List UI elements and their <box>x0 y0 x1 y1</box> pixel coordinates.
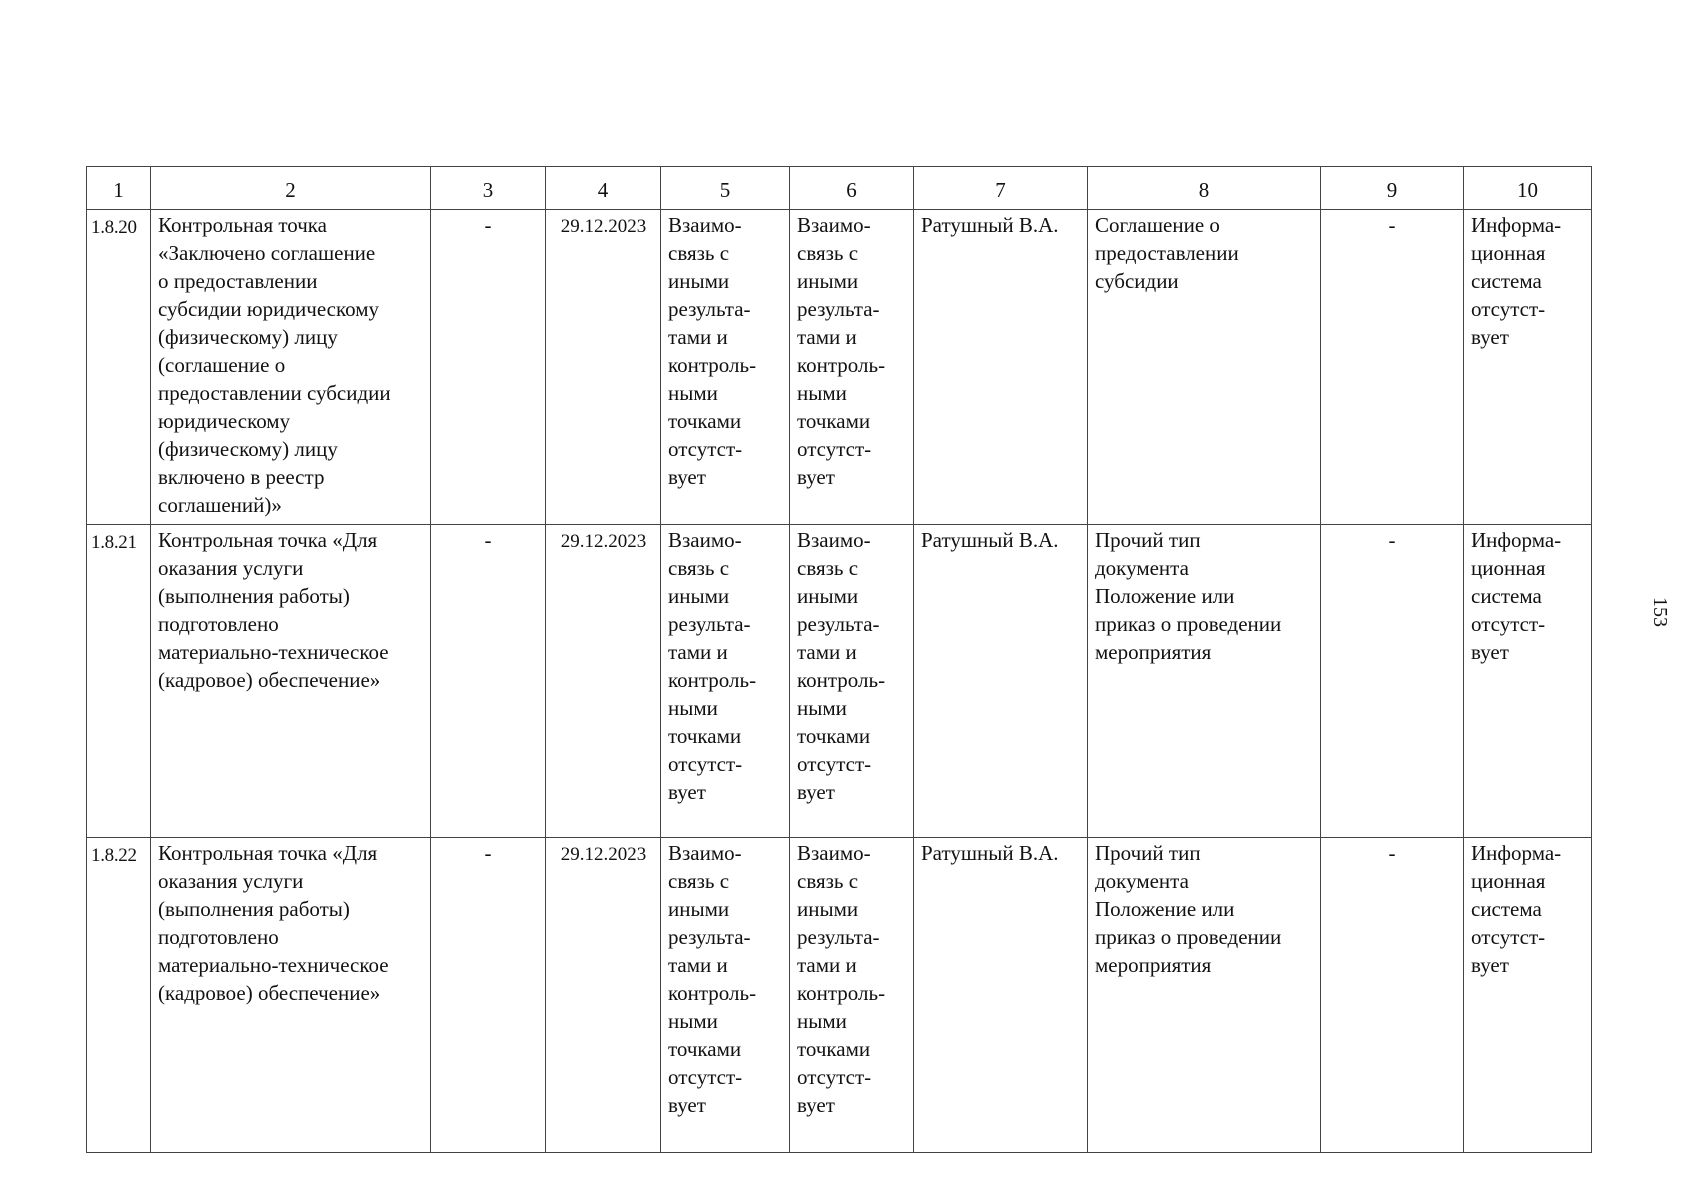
responsible-person: Ратушный В.А. <box>914 525 1088 838</box>
header-row <box>87 167 1592 210</box>
responsible-person: Ратушный В.А. <box>914 210 1088 525</box>
document-type: Соглашение о предоставлении субсидии <box>1088 210 1321 525</box>
column-9-value: - <box>1321 525 1464 838</box>
column-9-value: - <box>1321 210 1464 525</box>
relation-cell-6: Взаимо- связь с иными результа- тами и контроль- ными точками отсутст- вует <box>790 525 914 838</box>
header-cell: 10 <box>1464 167 1592 210</box>
header-cell: 9 <box>1321 167 1464 210</box>
deadline-date: 29.12.2023 <box>546 525 661 838</box>
header-cell: 7 <box>914 167 1088 210</box>
table-row <box>87 210 1592 525</box>
page-number: 153 <box>1649 597 1671 627</box>
deadline-date: 29.12.2023 <box>546 838 661 1153</box>
control-point-name: Контрольная точка «Заключено соглашение о предоставлении субсидии юридическому (физическому) лицу (соглашение о предоставлении субсидии юридическому (физическому) лицу включено в реестр соглашений)» <box>151 210 431 525</box>
row-number: 1.8.20 <box>87 210 151 525</box>
control-point-name: Контрольная точка «Для оказания услуги (выполнения работы) подготовлено материально-техническое (кадровое) обеспечение» <box>151 838 431 1153</box>
column-9-value: - <box>1321 838 1464 1153</box>
relation-cell-6: Взаимо- связь с иными результа- тами и контроль- ными точками отсутст- вует <box>790 210 914 525</box>
header-cell: 2 <box>151 167 431 210</box>
row-number: 1.8.21 <box>87 525 151 838</box>
column-3-value: - <box>431 525 546 838</box>
column-3-value: - <box>431 838 546 1153</box>
relation-cell-6: Взаимо- связь с иными результа- тами и контроль- ными точками отсутст- вует <box>790 838 914 1153</box>
header-cell: 6 <box>790 167 914 210</box>
control-point-name: Контрольная точка «Для оказания услуги (выполнения работы) подготовлено материально-техническое (кадровое) обеспечение» <box>151 525 431 838</box>
table-row <box>87 525 1592 838</box>
deadline-date: 29.12.2023 <box>546 210 661 525</box>
info-system: Информа- ционная система отсутст- вует <box>1464 210 1592 525</box>
header-cell: 1 <box>87 167 151 210</box>
row-number: 1.8.22 <box>87 838 151 1153</box>
control-points-table <box>86 166 1592 1153</box>
document-type: Прочий тип документа Положение или приказ о проведении мероприятия <box>1088 525 1321 838</box>
header-cell: 8 <box>1088 167 1321 210</box>
header-cell: 3 <box>431 167 546 210</box>
relation-cell-5: Взаимо- связь с иными результа- тами и контроль- ными точками отсутст- вует <box>661 210 790 525</box>
table-row <box>87 838 1592 1153</box>
info-system: Информа- ционная система отсутст- вует <box>1464 525 1592 838</box>
info-system: Информа- ционная система отсутст- вует <box>1464 838 1592 1153</box>
column-3-value: - <box>431 210 546 525</box>
document-type: Прочий тип документа Положение или приказ о проведении мероприятия <box>1088 838 1321 1153</box>
header-cell: 5 <box>661 167 790 210</box>
relation-cell-5: Взаимо- связь с иными результа- тами и контроль- ными точками отсутст- вует <box>661 838 790 1153</box>
header-cell: 4 <box>546 167 661 210</box>
relation-cell-5: Взаимо- связь с иными результа- тами и контроль- ными точками отсутст- вует <box>661 525 790 838</box>
responsible-person: Ратушный В.А. <box>914 838 1088 1153</box>
